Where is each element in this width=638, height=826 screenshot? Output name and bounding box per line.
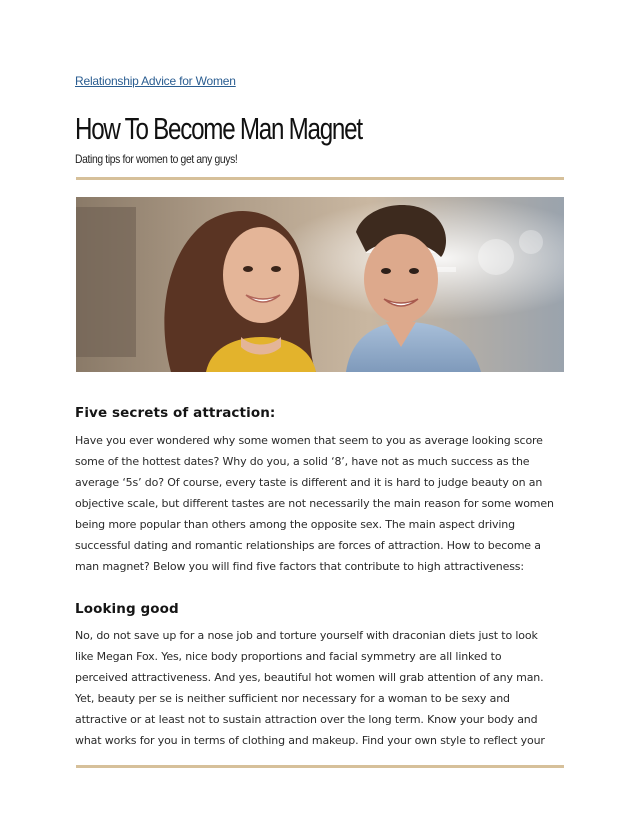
paragraph-line: Have you ever wondered why some women that seem to you as average looking score (75, 434, 543, 447)
paragraph-line: No, do not save up for a nose job and torture yourself with draconian diets just to look (75, 629, 538, 642)
paragraph-line: man magnet? Below you will find five factors that contribute to high attractiveness: (75, 560, 524, 573)
paragraph-looking-good (75, 625, 575, 751)
paragraph-line: perceived attractiveness. And yes, beautiful hot women will grab attention of any man. (75, 671, 544, 684)
category-link[interactable]: Relationship Advice for Women (75, 74, 236, 88)
bottom-divider (76, 765, 564, 768)
paragraph-line: successful dating and romantic relationships are forces of attraction. How to become a (75, 539, 541, 552)
page-subtitle: Dating tips for women to get any guys! (75, 152, 238, 166)
paragraph-line: being more popular than others among the opposite sex. The main aspect driving (75, 518, 515, 531)
section-heading-five-secrets: Five secrets of attraction: (75, 405, 276, 421)
section-heading-looking-good: Looking good (75, 601, 179, 617)
paragraph-line: like Megan Fox. Yes, nice body proportions and facial symmetry are all linked to (75, 650, 502, 663)
paragraph-line: some of the hottest dates? Why do you, a solid ‘8’, have not as much success as the (75, 455, 530, 468)
couple-photo-icon (76, 197, 564, 372)
paragraph-five-secrets (75, 430, 575, 577)
top-divider (76, 177, 564, 180)
page-title: How To Become Man Magnet (75, 111, 362, 146)
paragraph-line: Yet, beauty per se is neither sufficient nor necessary for a woman to be sexy and (75, 692, 510, 705)
paragraph-line: average ‘5s’ do? Of course, every taste is different and it is hard to judge beauty on an (75, 476, 543, 489)
hero-image (76, 197, 564, 372)
paragraph-line: what works for you in terms of clothing and makeup. Find your own style to reflect your (75, 734, 545, 747)
paragraph-line: attractive or at least not to sustain attraction over the long term. Know your body and (75, 713, 538, 726)
paragraph-line: objective scale, but different tastes are not necessarily the main reason for some women (75, 497, 554, 510)
